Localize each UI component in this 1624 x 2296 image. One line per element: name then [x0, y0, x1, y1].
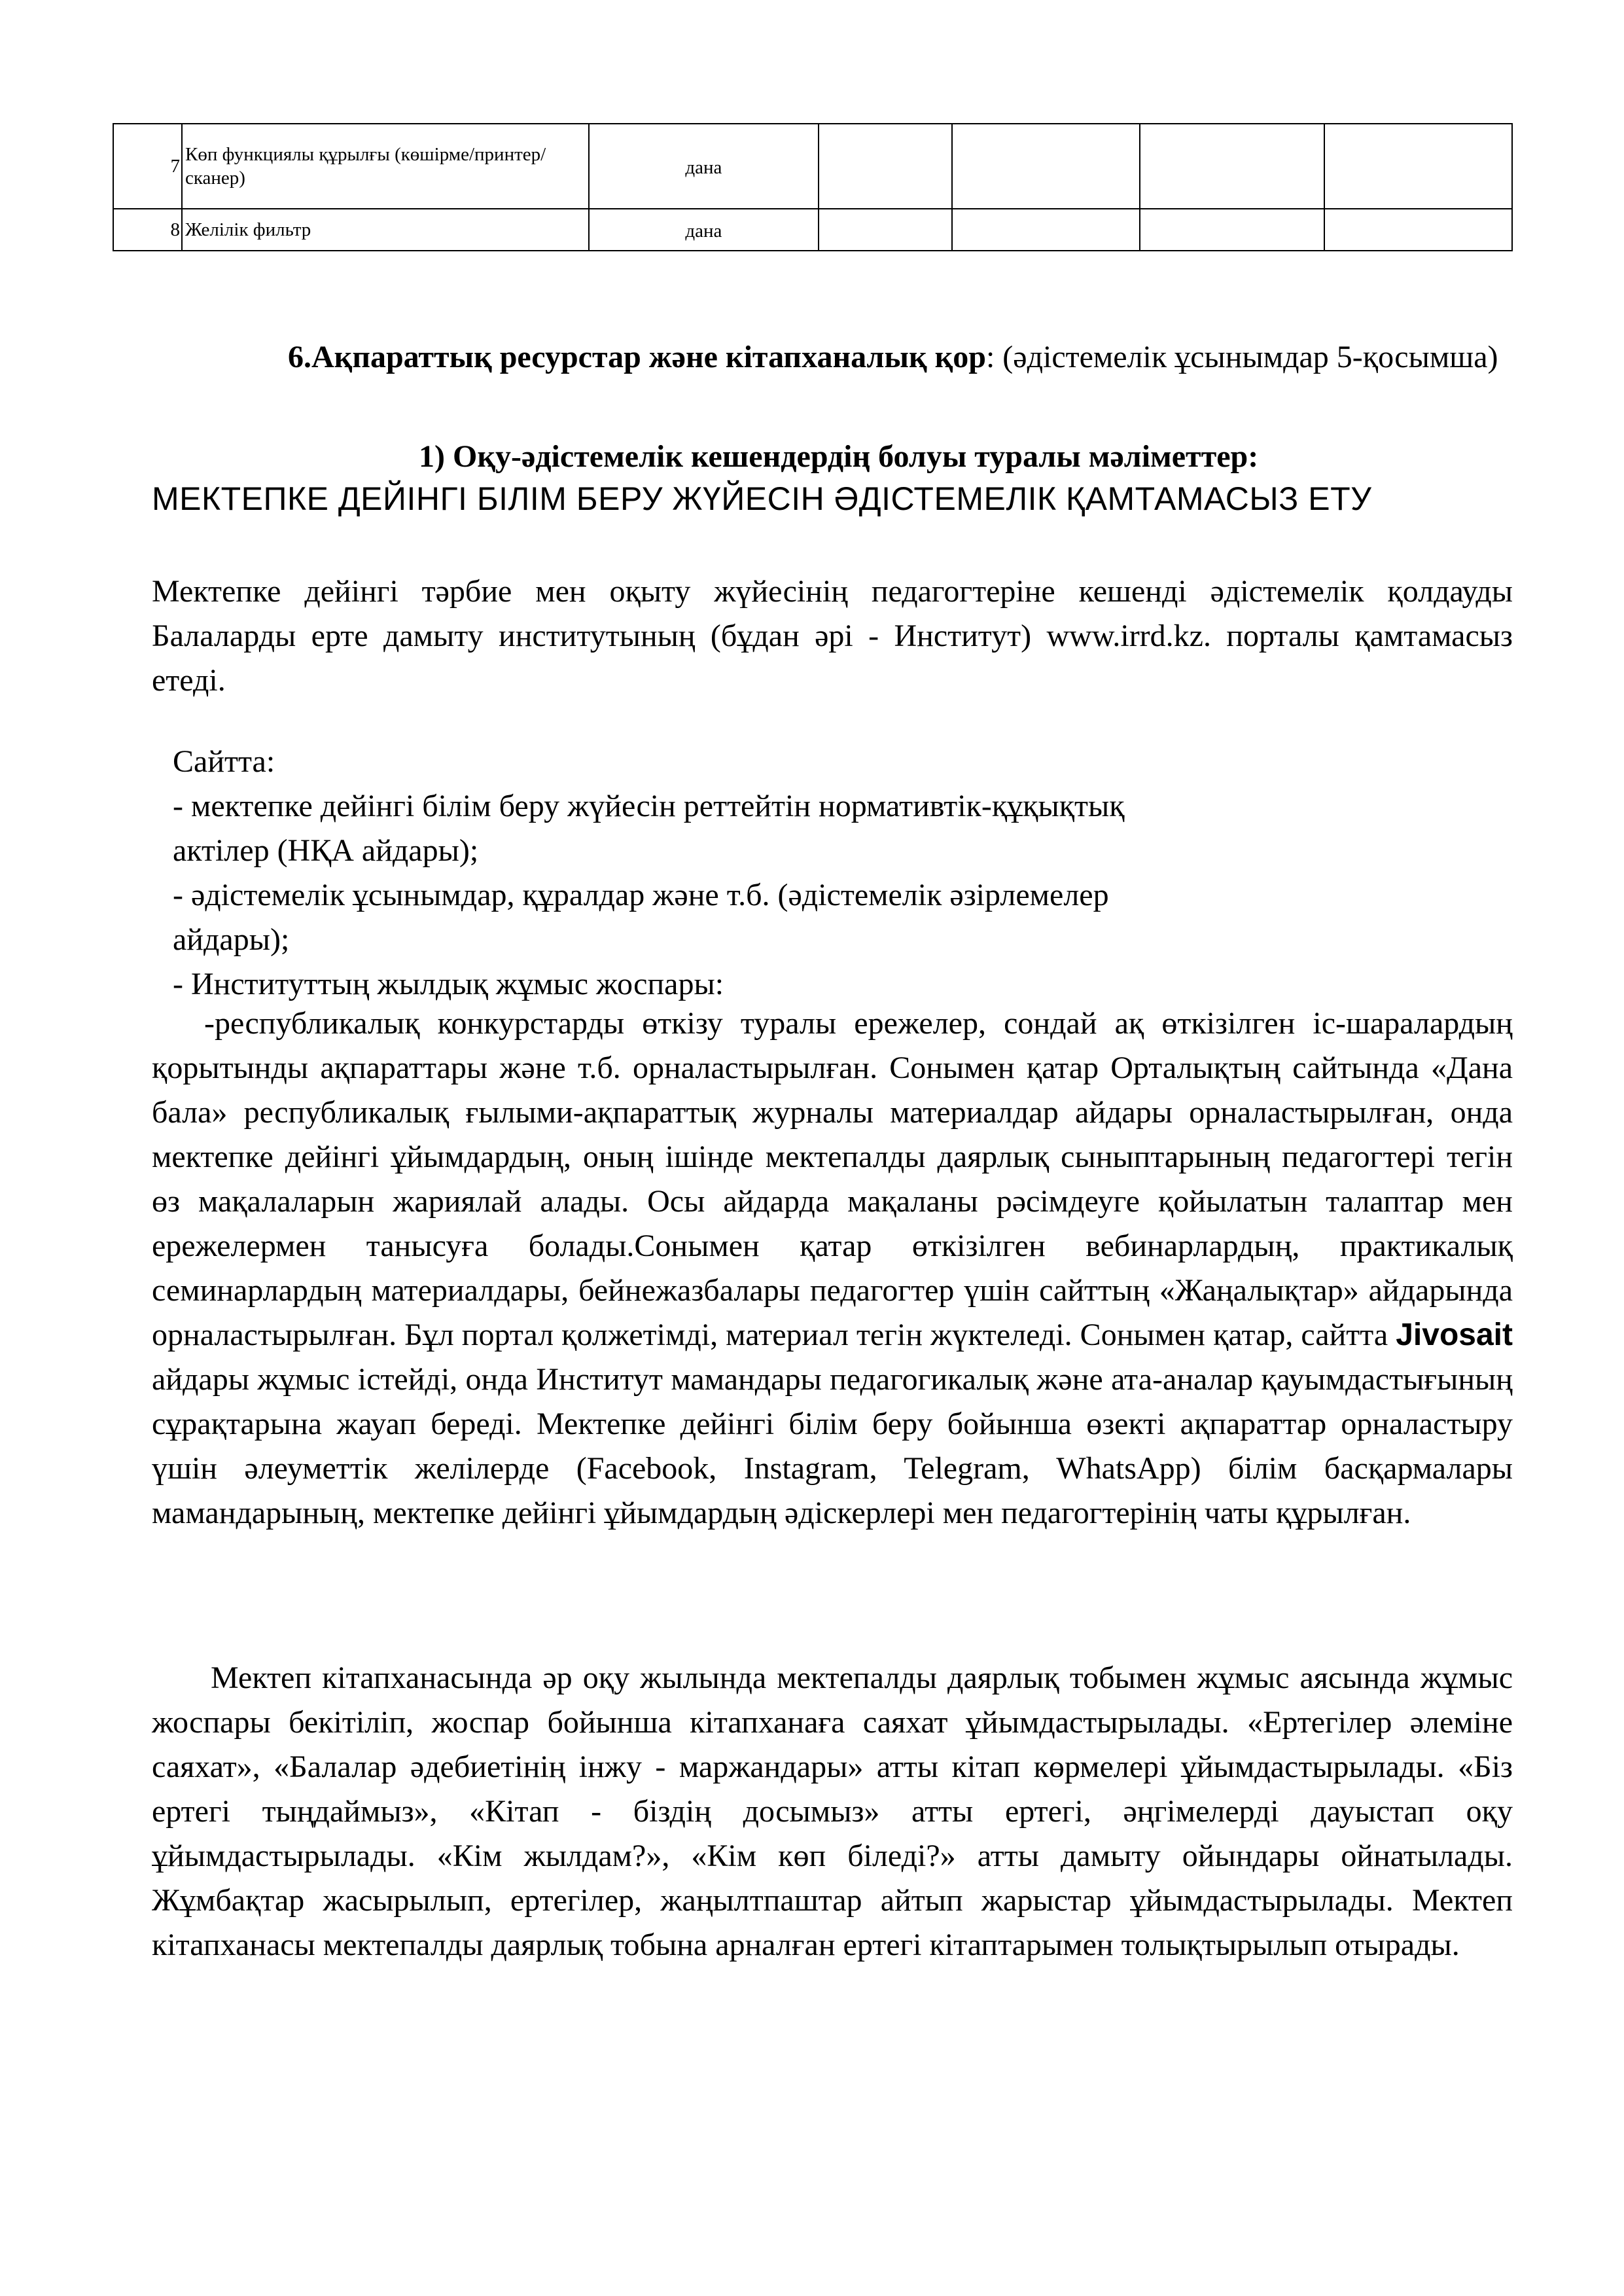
empty-cell [1324, 209, 1512, 251]
empty-cell [1140, 209, 1324, 251]
item-name: Желілік фильтр [182, 209, 589, 251]
empty-cell [952, 209, 1140, 251]
row-number: 7 [113, 124, 182, 209]
list-item: - әдістемелік ұсынымдар, құралдар және т.б. (әдістемелік әзірлемелер [173, 878, 1109, 912]
main-paragraph-part1: -республикалық конкурстарды өткізу туралы ережелер, сондай ақ өткізілген іс-шаралардың қорытынды ақпараттары және т.б. орналастырылған. Сонымен қатар Орталықтың сайтында «Дана бала» республикалық ғылыми-ақпараттық журналы материалдар айдары орналастырылған, онда мектепке дейінгі ұйымдардың, оның ішінде мектепалды даярлық сыныптарының педагогтері тегін өз мақалаларын жариялай алады. Осы айдарда мақаланы рәсімдеуге қойылатын талаптар мен ережелермен танысуға болады.Сонымен қатар өткізілген вебинарлардың, практикалық семинарлардың материалдары, бейнежазбалары педагогтер үшін сайттың «Жаңалықтар» айдарында орналастырылған. Бұл портал қолжетімді, материал тегін жүктеледі. Сонымен қатар, сайтта [152, 1006, 1513, 1352]
section-number: 6. [288, 340, 311, 374]
row-number: 8 [113, 209, 182, 251]
table-row [113, 209, 1512, 251]
item-name: Көп функциялы құрылғы (көшірме/принтер/сканер) [182, 124, 589, 209]
intro-paragraph: Мектепке дейінгі тәрбие мен оқыту жүйесінің педагогтеріне кешенді әдістемелік қолдауды Балаларды ерте дамыту институтының (бұдан әрі - Институт) www.irrd.kz. порталы қамтамасыз етеді. [152, 574, 1513, 698]
site-list-heading: Сайтта: [173, 744, 275, 779]
empty-cell [819, 209, 952, 251]
table-row [113, 124, 1512, 209]
site-list [173, 740, 1481, 1007]
item-unit: дана [589, 124, 819, 209]
section-title [288, 332, 1518, 382]
equipment-table [113, 123, 1513, 251]
section-title-rest: : (әдістемелік ұсынымдар 5-қосымша) [985, 340, 1498, 374]
item-unit: дана [589, 209, 819, 251]
main-paragraph [152, 1001, 1513, 1535]
list-item: - Институттың жылдық жұмыс жоспары: [173, 967, 724, 1001]
jivosait-label: Jivosait [1396, 1318, 1513, 1352]
subsection-title: 1) Оқу-әдістемелік кешендердің болуы туралы мәліметтер: [419, 439, 1259, 474]
main-paragraph-part2: айдары жұмыс істейді, онда Институт мамандары педагогикалық және ата-аналар қауымдастығының сұрақтарына жауап береді. Мектепке дейінгі білім беру бойынша өзекті ақпараттар орналастыру үшін әлеуметтік желілерде (Facebook, Instagram, Telegram, WhatsApp) білім басқармалары мамандарының, мектепке дейінгі ұйымдардың әдіскерлері мен педагогтерінің чаты құрылған. [152, 1362, 1513, 1530]
list-item: актілер (НҚА айдары); [173, 833, 479, 868]
list-item: - мектепке дейінгі білім беру жүйесін реттейтін нормативтік-құқықтық [173, 789, 1125, 823]
empty-cell [952, 124, 1140, 209]
empty-cell [1140, 124, 1324, 209]
empty-cell [819, 124, 952, 209]
caps-heading: МЕКТЕПКЕ ДЕЙІНГІ БІЛІМ БЕРУ ЖҮЙЕСІН ӘДІСТЕМЕЛІК ҚАМТАМАСЫЗ ЕТУ [152, 480, 1372, 517]
list-item: айдары); [173, 922, 290, 957]
section-title-bold: Ақпараттық ресурстар және кітапханалық қор [311, 340, 986, 374]
empty-cell [1324, 124, 1512, 209]
library-paragraph: Мектеп кітапханасында әр оқу жылында мектепалды даярлық тобымен жұмыс аясында жұмыс жоспары бекітіліп, жоспар бойынша кітапханаға саяхат ұйымдастырылады. «Ертегілер әлеміне саяхат», «Балалар әдебиетінің інжу - маржандары» атты кітап көрмелері ұйымдастырылады. «Біз ертегі тыңдаймыз», «Кітап - біздің досымыз» атты ертегі, әңгімелерді дауыстап оқу ұйымдастырылады. «Кім жылдам?», «Кім көп біледі?» атты дамыту ойындары ойнатылады. Жұмбақтар жасырылып, ертегілер, жаңылтпаштар айтып жарыстар ұйымдастырылады. Мектеп кітапханасы мектепалды даярлық тобына арналған ертегі кітаптарымен толықтырылып отырады. [152, 1660, 1513, 1962]
